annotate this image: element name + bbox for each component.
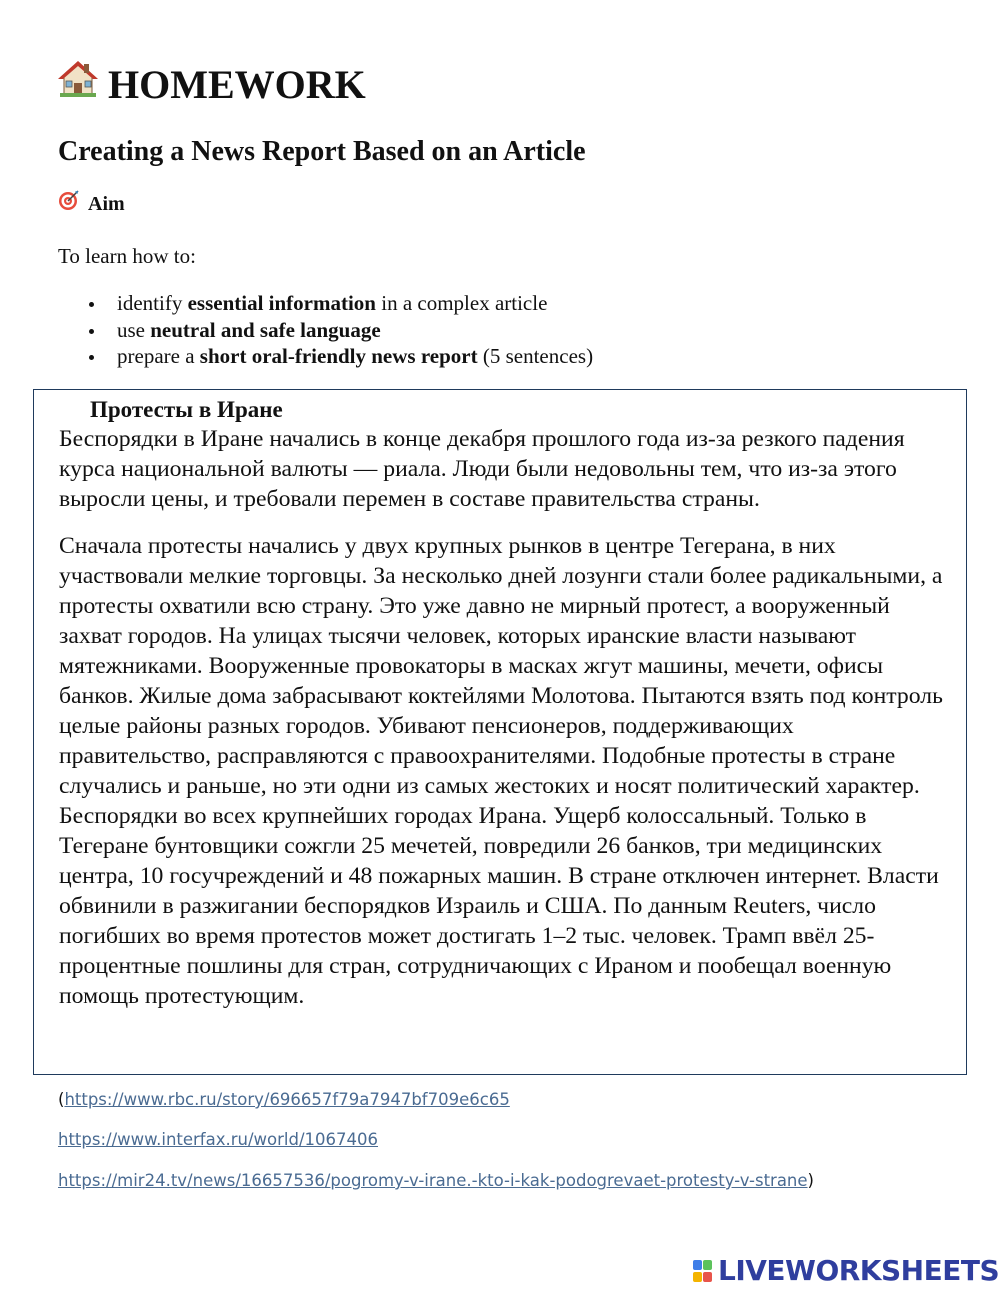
logo-text: LIVEWORKSHEETS bbox=[718, 1254, 1000, 1287]
source-link-mir24[interactable]: https://mir24.tv/news/16657536/pogromy-v-irane.-kto-i-kak-podogrevaet-protesty-v-strane bbox=[58, 1171, 808, 1190]
subtitle: Creating a News Report Based on an Article bbox=[58, 136, 586, 167]
source-line bbox=[58, 1128, 378, 1152]
aims-list bbox=[58, 290, 593, 370]
list-item: identify essential information in a complex article bbox=[58, 290, 593, 317]
article-paragraph: Сначала протесты начались у двух крупных рынков в центре Тегерана, в них участвовали мелкие торговцы. За несколько дней лозунги стали более радикальными, а протесты охватили всю страну. Это уже давно не мирный протест, а вооруженный захват городов. На улицах тысячи человек, которых иранские власти называют мятежниками. Вооруженные провокаторы в масках жгут машины, мечети, офисы банков. Жилые дома забрасывают коктейлями Молотова. Пытаются взять под контроль целые районы разных городов. Убивают пенсионеров, поддерживающих правительство, расправляются с правоохранителями. Подобные протесты в стране случались и раньше, но эти одни из самых жестоких и носят политический характер. Беспорядки во всех крупнейших городах Ирана. Ущерб колоссальный. Только в Тегеране бунтовщики сожгли 25 мечетей, повредили 26 банков, три медицинских центра, 10 госучреждений и 48 пожарных машин. В стране отключен интернет. Власти обвинили в разжигании беспорядков Израиль и США. По данным Reuters, число погибших во время протестов может достигать 1–2 тыс. человек. Трамп ввёл 25-процентные пошлины для стран, сотрудничающих с Ираном и пообещал военную помощь протестующим. bbox=[59, 533, 943, 1009]
house-icon bbox=[58, 59, 98, 99]
list-item: prepare a short oral-friendly news report (5 sentences) bbox=[58, 343, 593, 370]
article-text bbox=[59, 424, 947, 1028]
liveworksheets-logo-icon bbox=[692, 1258, 714, 1284]
target-icon bbox=[58, 189, 80, 211]
source-line: https://mir24.tv/news/16657536/pogromy-v-irane.-kto-i-kak-podogrevaet-protesty-v-strane) bbox=[58, 1171, 814, 1190]
aim-intro: To learn how to: bbox=[58, 244, 196, 268]
article-title: Протесты в Иране bbox=[90, 397, 283, 422]
aim-heading bbox=[58, 190, 125, 218]
title-text: HOMEWORK bbox=[108, 62, 366, 107]
source-link-rbc[interactable]: https://www.rbc.ru/story/696657f79a7947bf709e6c65 bbox=[64, 1090, 510, 1109]
liveworksheets-logo bbox=[692, 1254, 999, 1287]
list-item: use neutral and safe language bbox=[58, 317, 593, 344]
aim-label: Aim bbox=[88, 193, 125, 215]
source-line: (https://www.rbc.ru/story/696657f79a7947bf709e6c65 bbox=[58, 1090, 510, 1109]
article-paragraph: Беспорядки в Иране начались в конце декабря прошлого года из-за резкого падения курса национальной валюты — риала. Люди были недовольны тем, что из-за этого выросли цены, и требовали перемен в составе правительства страны. bbox=[59, 426, 905, 512]
source-link-interfax[interactable]: https://www.interfax.ru/world/1067406 bbox=[58, 1130, 379, 1149]
page-title bbox=[58, 58, 366, 112]
article-box bbox=[33, 389, 967, 1075]
